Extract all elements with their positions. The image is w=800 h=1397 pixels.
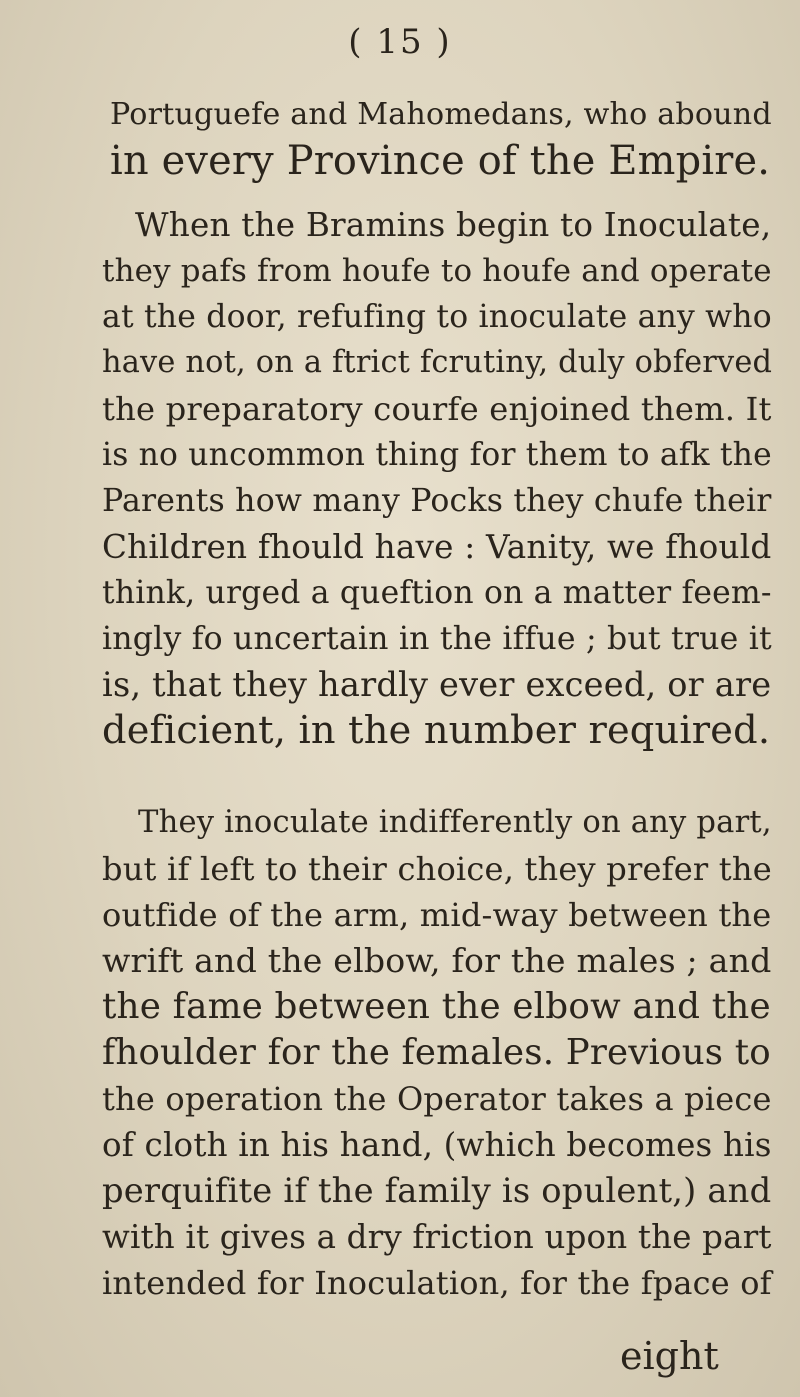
text-line: they pafs from houfe to houfe and operate	[102, 253, 772, 289]
text-line: at the door, refufing to inoculate any who	[102, 299, 772, 335]
text-line: the fame between the elbow and the	[102, 986, 771, 1027]
text-line: intended for Inoculation, for the fpace of	[102, 1264, 772, 1302]
text-line: outfide of the arm, mid-way between the	[102, 896, 772, 934]
paragraph-1	[0, 92, 800, 184]
text-line: have not, on a ftrict fcrutiny, duly obferved	[102, 345, 773, 380]
paragraph-2	[0, 202, 800, 754]
text-line: think, urged a queftion on a matter feem-	[102, 575, 772, 611]
page-number: ( 15 )	[348, 22, 452, 62]
text-line: fhoulder for the females. Previous to	[102, 1032, 771, 1073]
text-line: is no uncommon thing for them to afk the	[102, 437, 772, 473]
text-line: When the Bramins begin to Inoculate,	[135, 206, 772, 244]
text-line: Portuguefe and Mahomedans, who abound	[110, 97, 772, 132]
paragraph-3	[0, 800, 800, 1306]
text-line: of cloth in his hand, (which becomes his	[102, 1126, 772, 1164]
text-line: in every Province of the Empire.	[110, 138, 771, 184]
text-line: ingly fo uncertain in the iffue ; but true it	[102, 621, 772, 657]
text-line: is, that they hardly ever exceed, or are	[102, 665, 772, 704]
text-line: They inoculate indifferently on any part,	[138, 805, 772, 840]
text-line: with it gives a dry friction upon the part	[102, 1218, 772, 1256]
text-line: wrift and the elbow, for the males ; and	[102, 941, 772, 980]
text-line: perquifite if the family is opulent,) and	[102, 1171, 772, 1210]
text-line: but if left to their choice, they prefer the	[102, 850, 772, 888]
text-line: the operation the Operator takes a piece	[102, 1080, 772, 1118]
text-line: the preparatory courfe enjoined them. It	[102, 390, 772, 428]
text-line: deficient, in the number required.	[102, 708, 771, 753]
text-line: Parents how many Pocks they chufe their	[102, 483, 772, 519]
text-line: Children fhould have : Vanity, we fhould	[102, 528, 772, 566]
catchword: eight	[620, 1334, 719, 1378]
